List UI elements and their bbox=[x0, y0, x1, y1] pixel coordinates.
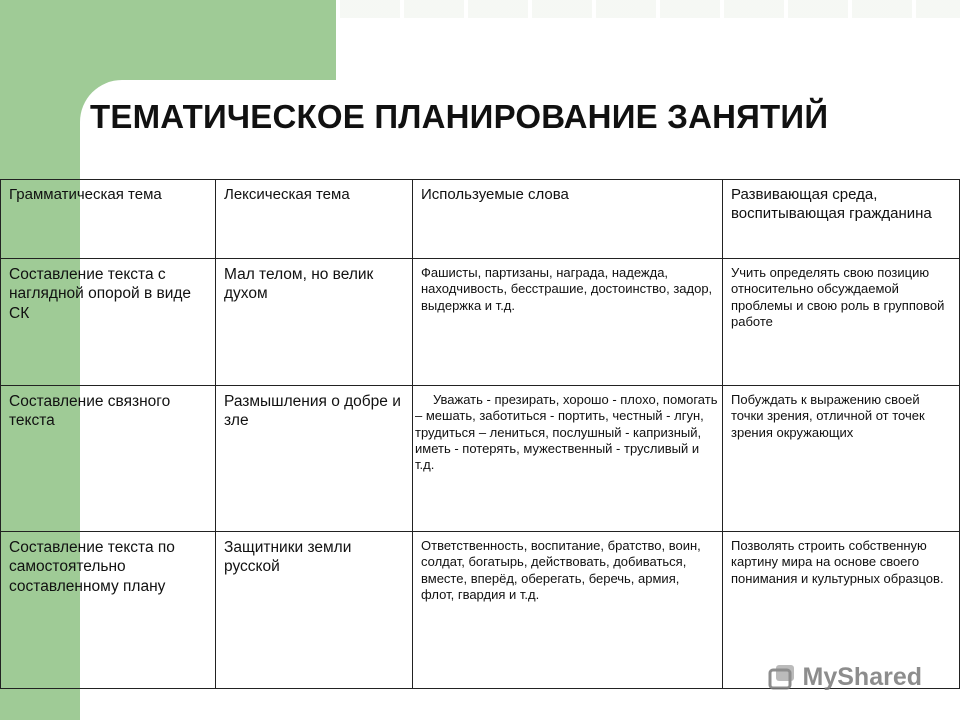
slides-icon bbox=[767, 662, 797, 692]
cell-used-words: Ответственность, воспитание, братство, воин, солдат, богатырь, действовать, добиваться, вместе, вперёд, оберегать, беречь, армия, флот, гвардия и т.д. bbox=[413, 532, 723, 689]
table-row bbox=[1, 259, 960, 386]
header-lexical-topic: Лексическая тема bbox=[216, 180, 413, 259]
cell-developing-environment: Позволять строить собственную картину мира на основе своего понимания и культурных образцов. bbox=[723, 532, 960, 689]
cell-lexical-topic: Защитники земли русской bbox=[216, 532, 413, 689]
cell-lexical-topic: Размышления о добре и зле bbox=[216, 386, 413, 532]
header-grammar-topic: Грамматическая тема bbox=[1, 180, 216, 259]
cell-developing-environment: Побуждать к выражению своей точки зрения, отличной от точек зрения окружающих bbox=[723, 386, 960, 532]
background-top-stripes bbox=[340, 0, 960, 18]
planning-table bbox=[0, 179, 960, 689]
watermark bbox=[767, 662, 922, 692]
header-developing-environment: Развивающая среда, воспитывающая гражданина bbox=[723, 180, 960, 259]
table-row bbox=[1, 386, 960, 532]
cell-used-words: Уважать - презирать, хорошо - плохо, помогать – мешать, заботиться - портить, честный - лгун, трудиться – лениться, послушный - капризный, иметь - потерять, мужественный - трусливый и т.д. bbox=[413, 386, 723, 532]
table-header-row bbox=[1, 180, 960, 259]
cell-grammar-topic: Составление текста с наглядной опорой в виде СК bbox=[1, 259, 216, 386]
watermark-text: MyShared bbox=[802, 662, 922, 691]
cell-used-words: Фашисты, партизаны, награда, надежда, находчивость, бесстрашие, достоинство, задор, выдержка и т.д. bbox=[413, 259, 723, 386]
header-used-words: Используемые слова bbox=[413, 180, 723, 259]
cell-developing-environment: Учить определять свою позицию относительно обсуждаемой проблемы и свою роль в групповой работе bbox=[723, 259, 960, 386]
slide-title: ТЕМАТИЧЕСКОЕ ПЛАНИРОВАНИЕ ЗАНЯТИЙ bbox=[90, 98, 829, 135]
cell-lexical-topic: Мал телом, но велик духом bbox=[216, 259, 413, 386]
cell-grammar-topic: Составление текста по самостоятельно составленному плану bbox=[1, 532, 216, 689]
cell-grammar-topic: Составление связного текста bbox=[1, 386, 216, 532]
